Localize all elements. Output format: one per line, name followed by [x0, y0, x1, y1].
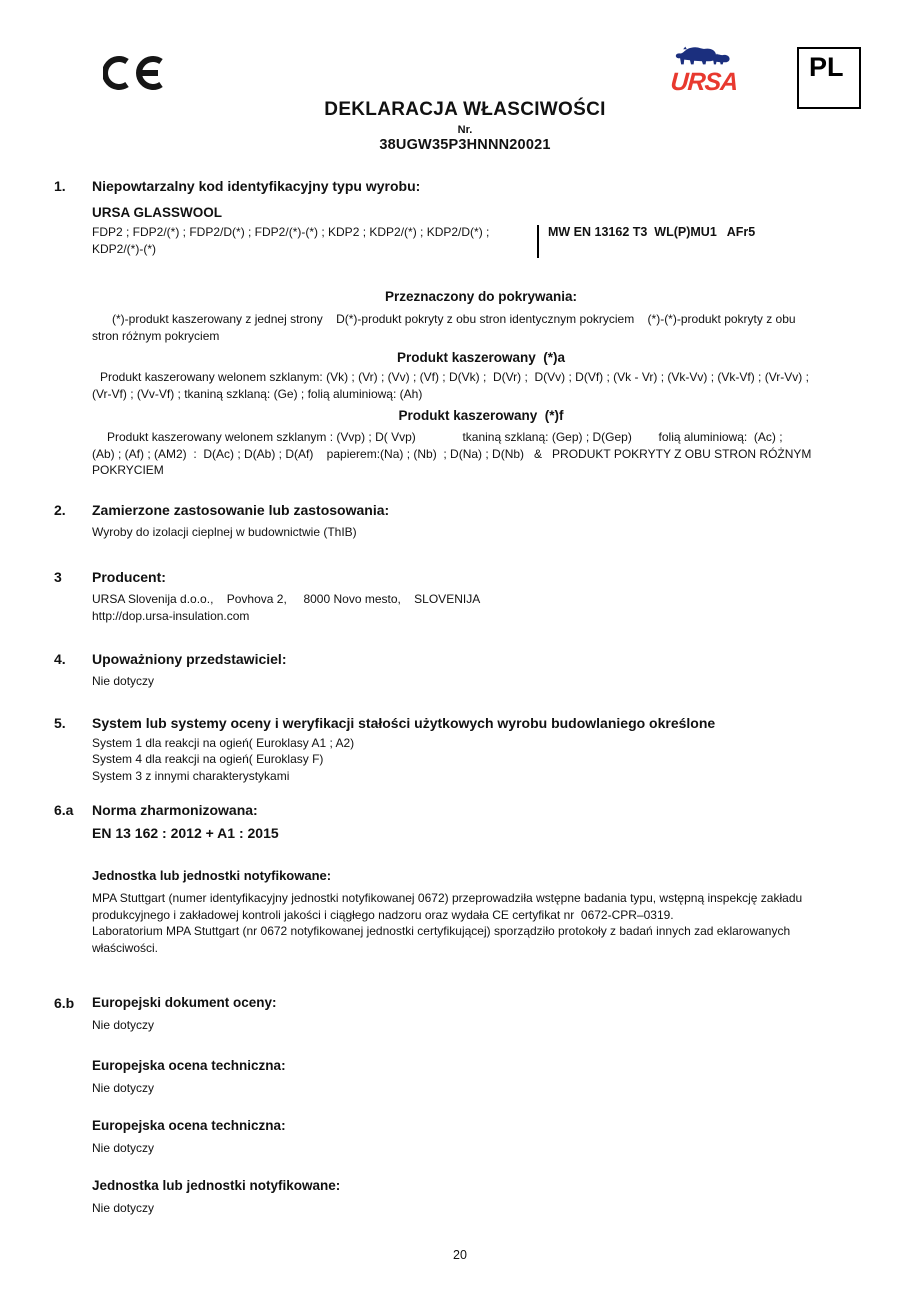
faced-a-heading: Produkt kaszerowany (*)a — [396, 350, 566, 365]
subsection-value: Nie dotyczy — [92, 1018, 155, 1032]
faced-a-line: (Vr-Vf) ; (Vv-Vf) ; tkaniną szklaną: (Ge) ; folią aluminiową: (Ah) — [92, 386, 423, 401]
notified-bodies-line: właściwości. — [92, 940, 159, 955]
avcp-system: System 4 dla reakcji na ogień( Euroklasy F) — [92, 752, 324, 766]
section-2 — [0, 501, 920, 541]
section-6a — [0, 801, 920, 956]
section-number: 6.a — [54, 802, 74, 818]
subsection-value: Nie dotyczy — [92, 1141, 155, 1155]
faced-f-line: POKRYCIEM — [92, 463, 164, 477]
mw-designation-code: MW EN 13162 T3 WL(P)MU1 AFr5 — [537, 225, 755, 258]
section-heading: Upoważniony przedstawiciel: — [92, 651, 287, 667]
section-number: 2. — [54, 501, 66, 518]
section-heading: System lub systemy oceny i weryfikacji stałości użytkowych wyrobu budowlaniego określone — [92, 714, 716, 731]
subsection-heading: Europejska ocena techniczna: — [92, 1057, 286, 1073]
product-codes-line: FDP2 ; FDP2/(*) ; FDP2/D(*) ; FDP2/(*)-(*) ; KDP2 ; KDP2/(*) ; KDP2/D(*) ; — [92, 225, 490, 239]
harmonized-standard: EN 13 162 : 2012 + A1 : 2015 — [92, 825, 279, 841]
subsection-heading: Europejski dokument oceny: — [92, 995, 277, 1010]
manufacturer-url: http://dop.ursa-insulation.com — [92, 608, 250, 623]
section-heading: Norma zharmonizowana: — [92, 802, 258, 818]
section-body: Nie dotyczy — [92, 674, 155, 688]
faced-f-heading: Produkt kaszerowany (*)f — [398, 408, 564, 423]
section-4 — [0, 650, 920, 690]
subsection-heading: Jednostka lub jednostki notyfikowane: — [92, 1177, 341, 1193]
number-label: Nr. — [457, 124, 473, 136]
ursa-wordmark: URSA — [669, 68, 739, 96]
section-1 — [0, 177, 920, 258]
section-body: Wyroby do izolacji cieplnej w budownictwie (ThIB) — [92, 524, 357, 539]
section-3 — [0, 568, 920, 624]
covering-line: (*)-produkt kaszerowany z jednej strony D(*)-produkt pokryty z obu stron identycznym pokryciem (*)-(*)-produkt pokryty z obu — [112, 312, 796, 326]
ursa-logo — [664, 42, 744, 96]
section-5 — [0, 714, 920, 785]
facing-descriptions — [92, 288, 870, 479]
notified-bodies-line: produkcyjnego i zakładowej kontroli jakości i ciągłego nadzoru oraz wydała CE certyfikat nr 0672-CPR–0319. — [92, 907, 674, 922]
page-number: 20 — [453, 1248, 467, 1262]
avcp-system: System 1 dla reakcji na ogień( Euroklasy A1 ; A2) — [92, 735, 355, 750]
product-codes-row — [92, 224, 870, 258]
section-number: 5. — [54, 714, 66, 731]
faced-f-line: Produkt kaszerowany welonem szklanym : (Vvp) ; D( Vvp) tkaniną szklaną: (Gep) ; D(Gep) folią aluminiową: (Ac) ; — [107, 430, 783, 444]
covering-line: stron różnym pokryciem — [92, 328, 220, 343]
bear-icon — [672, 42, 736, 68]
covering-heading: Przeznaczony do pokrywania: — [384, 289, 578, 304]
avcp-system: System 3 z innymi charakterystykami — [92, 768, 290, 783]
declaration-number: 38UGW35P3HNNN20021 — [379, 137, 551, 153]
faced-f-line: (Ab) ; (Af) ; (AM2) : D(Ac) ; D(Ab) ; D(Af) papierem:(Na) ; (Nb) ; D(Na) ; D(Nb) & PRODUKT POKRYTY Z OBU STRON RÓŻNYM — [92, 446, 812, 461]
section-number: 1. — [54, 178, 66, 194]
subsection-value: Nie dotyczy — [92, 1080, 155, 1095]
language-badge: PL — [809, 52, 844, 82]
section-number: 6.b — [54, 995, 75, 1011]
faced-a-line: Produkt kaszerowany welonem szklanym: (Vk) ; (Vr) ; (Vv) ; (Vf) ; D(Vk) ; D(Vr) ; D(Vv) ; D(Vf) ; (Vk - Vr) ; (Vk-Vv) ; (Vk-Vf) ; (Vr-Vv) ; — [100, 370, 809, 384]
section-number: 4. — [54, 651, 66, 667]
manufacturer-address: URSA Slovenija d.o.o., Povhova 2, 8000 Novo mesto, SLOVENIJA — [92, 592, 481, 606]
subsection-value: Nie dotyczy — [92, 1200, 155, 1215]
section-6b — [0, 994, 920, 1216]
notified-bodies-heading: Jednostka lub jednostki notyfikowane: — [92, 868, 332, 883]
product-codes-line: KDP2/(*)-(*) — [92, 241, 157, 256]
product-name: URSA GLASSWOOL — [92, 205, 222, 220]
ce-mark-icon — [103, 50, 169, 101]
section-heading: Niepowtarzalny kod identyfikacyjny typu wyrobu: — [92, 178, 421, 194]
page-title: DEKLARACJA WŁASCIWOŚCI — [324, 99, 606, 120]
section-number: 3 — [54, 569, 62, 585]
section-heading: Producent: — [92, 569, 166, 585]
notified-bodies-line: MPA Stuttgart (numer identyfikacyjny jednostki notyfikowanej 0672) przeprowadziła wstępne badania typu, wstępną inspekcję zakładu — [92, 891, 803, 905]
subsection-heading: Europejska ocena techniczna: — [92, 1118, 286, 1133]
section-heading: Zamierzone zastosowanie lub zastosowania: — [92, 501, 390, 518]
notified-bodies-line: Laboratorium MPA Stuttgart (nr 0672 notyfikowanej jednostki certyfikującej) sporządziło protokoły z badań innych zad eklarowanych — [92, 924, 791, 938]
